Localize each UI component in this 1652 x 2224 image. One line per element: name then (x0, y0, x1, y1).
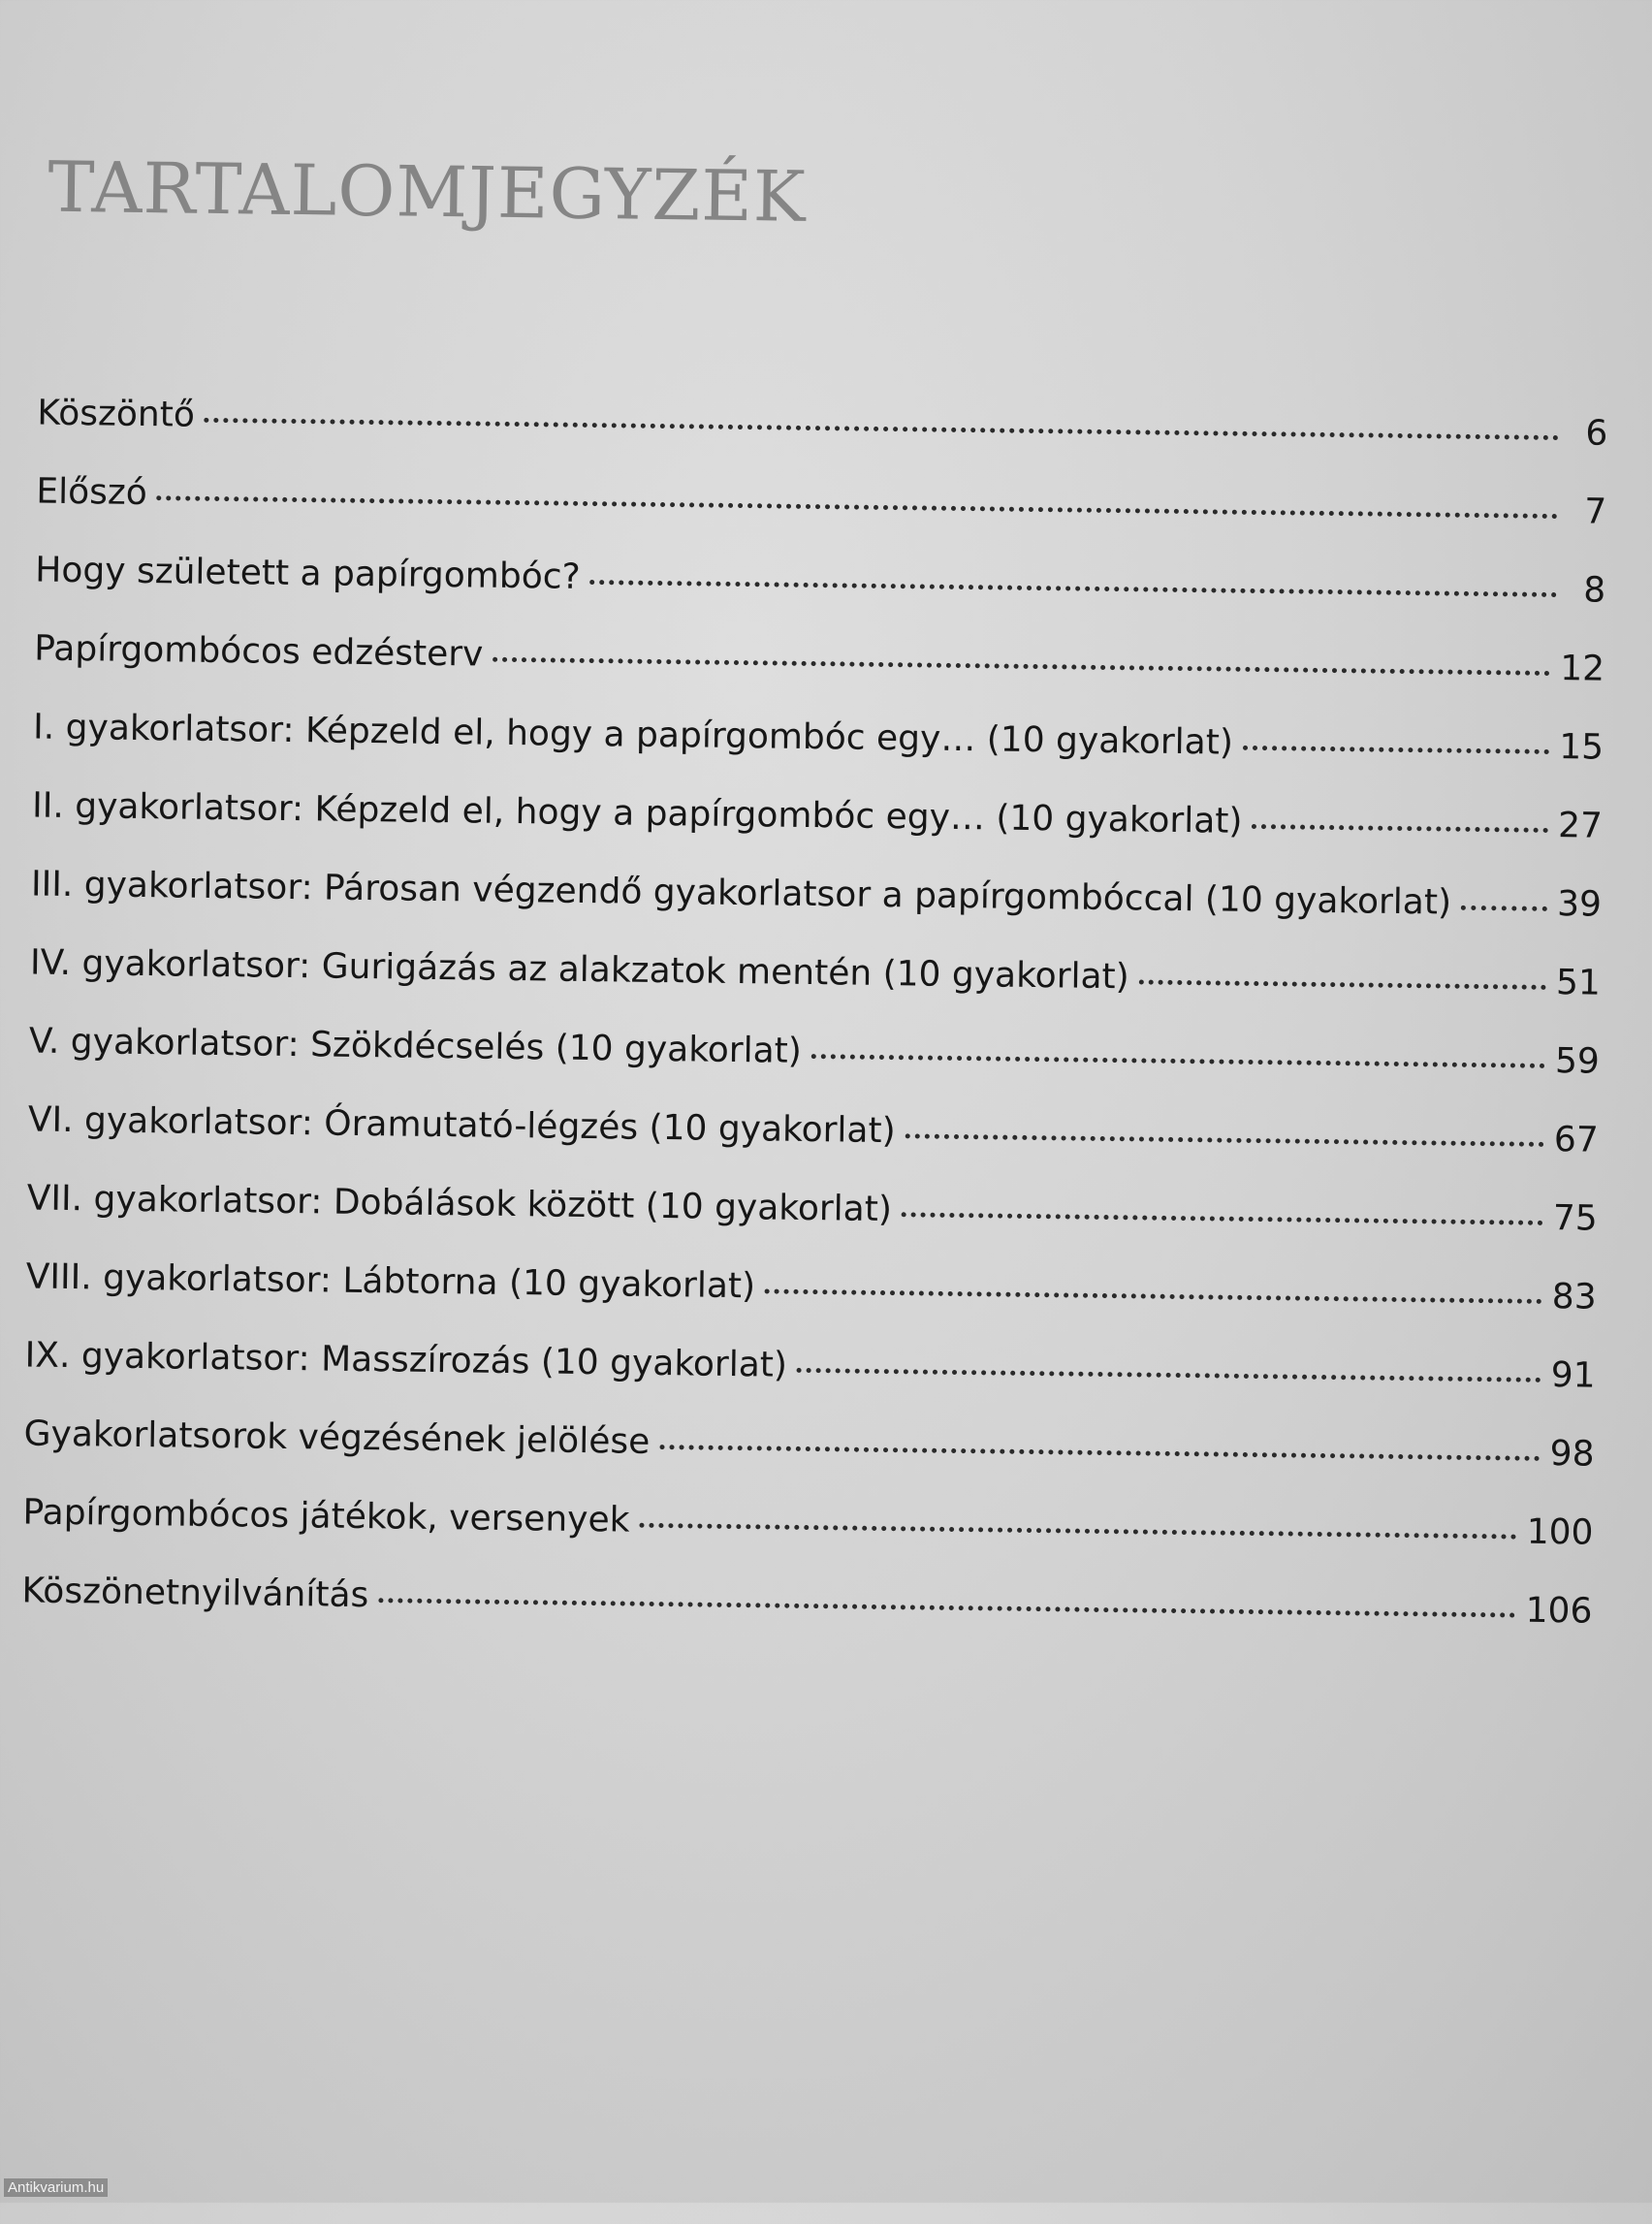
dot-leader (205, 418, 1559, 440)
toc-entry-label: III. gyakorlatsor: Párosan végzendő gyakorlatsor a papírgombóccal (10 gyakorlat) (30, 864, 1452, 923)
dot-leader (492, 657, 1550, 676)
toc-entry-label: IV. gyakorlatsor: Gurigázás az alakzatok mentén (10 gyakorlat) (29, 942, 1130, 998)
dot-leader (765, 1288, 1542, 1303)
toc-entry-page: 51 (1555, 963, 1602, 1003)
toc-entry-label: Köszöntő (37, 393, 196, 435)
toc-entry-page: 8 (1582, 570, 1606, 611)
toc-entry-page: 12 (1560, 649, 1605, 689)
toc-entry-page: 39 (1556, 884, 1603, 925)
dot-leader (659, 1445, 1540, 1461)
dot-leader (811, 1054, 1545, 1068)
toc-entry-label: Előszó (36, 471, 148, 514)
dot-leader (902, 1212, 1543, 1225)
toc-entry-label: VIII. gyakorlatsor: Lábtorna (10 gyakorlat) (25, 1256, 756, 1307)
toc-entry-page: 91 (1550, 1355, 1596, 1396)
dot-leader (1252, 824, 1548, 833)
dot-leader (639, 1523, 1516, 1540)
toc-entry-label: Köszönetnyilvánítás (21, 1571, 369, 1616)
toc-entry-page: 67 (1553, 1120, 1600, 1160)
toc-entry-label: II. gyakorlatsor: Képzeld el, hogy a papírgombóc egy… (10 gyakorlat) (31, 785, 1243, 842)
dot-leader (157, 495, 1558, 519)
toc-entry-page: 106 (1525, 1590, 1593, 1632)
toc-entry-label: I. gyakorlatsor: Képzeld el, hogy a papírgombóc egy… (10 gyakorlat) (32, 707, 1234, 763)
watermark: Antikvarium.hu (4, 2178, 108, 2197)
toc-entry-label: Hogy született a papírgombóc? (35, 550, 581, 597)
toc-entry-label: VII. gyakorlatsor: Dobálások között (10 gyakorlat) (26, 1178, 893, 1230)
dot-leader (1461, 905, 1547, 911)
toc-entry-page: 98 (1549, 1434, 1595, 1475)
toc-entry-page: 100 (1526, 1511, 1594, 1553)
page-title: TARTALOMJEGYZÉK (47, 145, 808, 238)
toc-entry-label: V. gyakorlatsor: Szökdécselés (10 gyakorlat) (28, 1021, 803, 1071)
toc-entry-label: Gyakorlatsorok végzésének jelölése (23, 1414, 651, 1462)
toc-entry-label: Papírgombócos edzésterv (33, 628, 484, 675)
dot-leader (905, 1133, 1544, 1147)
toc-entry-label: VI. gyakorlatsor: Óramutató-légzés (10 gyakorlat) (27, 1099, 896, 1152)
toc-entry-page: 27 (1557, 806, 1604, 846)
toc-entry-label: IX. gyakorlatsor: Masszírozás (10 gyakorlat) (24, 1335, 788, 1385)
dot-leader (590, 580, 1558, 597)
dot-leader (1243, 746, 1549, 754)
dot-leader (797, 1368, 1541, 1382)
toc-entry-page: 59 (1554, 1041, 1601, 1082)
dot-leader (378, 1598, 1515, 1617)
toc-entry-page: 6 (1585, 413, 1608, 454)
toc-list (21, 394, 1608, 1670)
toc-entry-page: 75 (1552, 1198, 1598, 1239)
dot-leader (1139, 979, 1546, 990)
toc-entry-page: 83 (1551, 1277, 1597, 1318)
toc-entry-page: 15 (1558, 727, 1604, 768)
toc-entry-label: Papírgombócos játékok, versenyek (22, 1492, 630, 1541)
toc-entry-page: 7 (1584, 492, 1607, 532)
